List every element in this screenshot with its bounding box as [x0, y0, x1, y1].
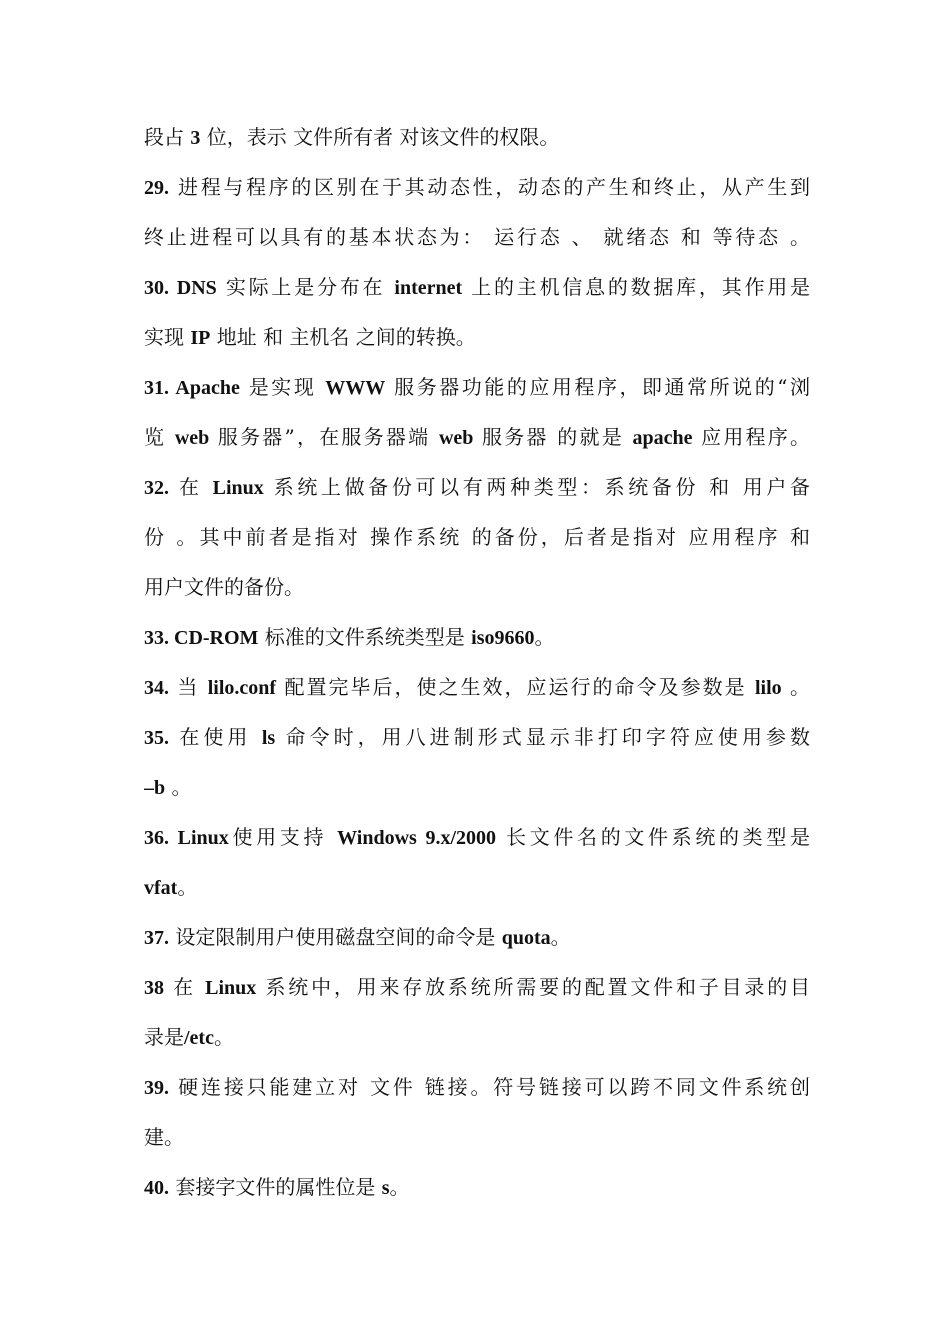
document-body — [144, 112, 810, 1212]
text-line: 用户文件的备份。 — [144, 575, 304, 599]
question-39-line: 39. 硬连接只能建立对 文件 链接。符号链接可以跨不同文件系统创 — [144, 1075, 810, 1099]
question-33-line: 33. CD-ROM 标准的文件系统类型是 iso9660。 — [144, 625, 555, 649]
question-30-line: 30. DNS 实际上是分布在 internet 上的主机信息的数据库，其作用是 — [144, 275, 810, 299]
question-38-line: 38 在 Linux 系统中，用来存放系统所需要的配置文件和子目录的目 — [144, 975, 810, 999]
text-line: vfat。 — [144, 875, 198, 899]
text-line: 录是/etc。 — [144, 1025, 234, 1049]
text-line: 段占 3 位，表示 文件所有者 对该文件的权限。 — [144, 125, 560, 149]
question-35-line: 35. 在使用 ls 命令时，用八进制形式显示非打印字符应使用参数 — [144, 725, 810, 749]
question-29-line: 29. 进程与程序的区别在于其动态性，动态的产生和终止，从产生到 — [144, 175, 810, 199]
text-line: –b 。 — [144, 775, 192, 799]
text-line: 终止进程可以具有的基本状态为： 运行态 、 就绪态 和 等待态 。 — [144, 225, 810, 249]
text-line: 览 web 服务器”，在服务器端 web 服务器 的就是 apache 应用程序。 — [144, 425, 810, 449]
question-40-line: 40. 套接字文件的属性位是 s。 — [144, 1175, 410, 1199]
question-32-line: 32. 在 Linux 系统上做备份可以有两种类型：系统备份 和 用户备 — [144, 475, 810, 499]
text-line: 份 。其中前者是指对 操作系统 的备份，后者是指对 应用程序 和 — [144, 525, 810, 549]
question-34-line: 34. 当 lilo.conf 配置完毕后，使之生效，应运行的命令及参数是 lilo 。 — [144, 675, 810, 699]
text-line: 实现 IP 地址 和 主机名 之间的转换。 — [144, 325, 476, 349]
question-31-line: 31. Apache 是实现 WWW 服务器功能的应用程序，即通常所说的“浏 — [144, 375, 810, 399]
question-36-line: 36. Linux使用支持 Windows 9.x/2000 长文件名的文件系统的类型是 — [144, 825, 810, 849]
question-37-line: 37. 设定限制用户使用磁盘空间的命令是 quota。 — [144, 925, 571, 949]
text-line: 建。 — [144, 1125, 184, 1149]
